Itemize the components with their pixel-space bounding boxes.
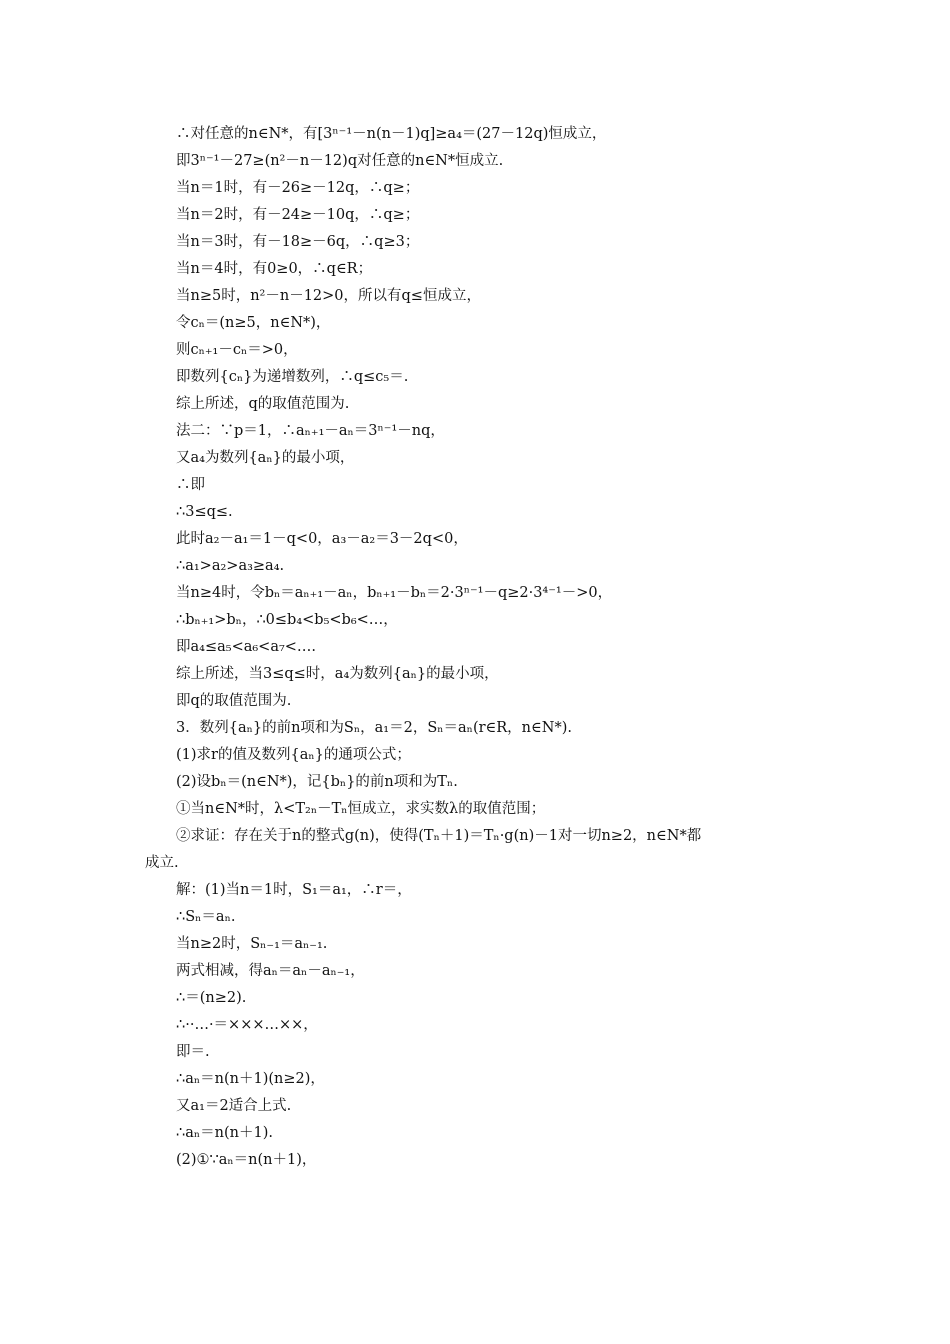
text-line-19: ∴bₙ₊₁>bₙ，∴0≤b₄<b₅<b₆<…， xyxy=(176,612,398,628)
text-line-18: 当n≥4时，令bₙ＝aₙ₊₁－aₙ，bₙ₊₁－bₙ＝2·3ⁿ⁻¹－q≥2·3⁴⁻¹－>0， xyxy=(176,585,613,601)
solution-line-8: ∴aₙ＝n(n＋1)(n≥2)， xyxy=(176,1071,325,1087)
text-line-16: 此时a₂－a₁＝1－q<0，a₃－a₂＝3－2q<0， xyxy=(176,531,468,547)
text-line-20: 即a₄≤a₅<a₆<a₇<…. xyxy=(176,639,317,655)
text-line-15: ∴3≤q≤. xyxy=(176,504,233,520)
solution-line-11: (2)①∵aₙ＝n(n＋1)， xyxy=(176,1152,317,1168)
solution-line-6: ∴··…·＝×××…××， xyxy=(176,1017,318,1033)
text-line-12: 法二：∵p＝1，∴aₙ₊₁－aₙ＝3ⁿ⁻¹－nq， xyxy=(176,423,445,439)
solution-line-3: 当n≥2时，Sₙ₋₁＝aₙ₋₁. xyxy=(176,936,328,952)
question-3-part-2-ii: ②求证：存在关于n的整式g(n)，使得(Tₙ＋1)＝Tₙ·g(n)－1对一切n≥2，n∈N*都 xyxy=(176,828,702,844)
solution-line-7: 即＝. xyxy=(176,1044,210,1060)
solution-line-9: 又a₁＝2适合上式. xyxy=(176,1098,292,1114)
text-line-14: ∴即 xyxy=(176,477,205,493)
question-3-part-2-i: ①当n∈N*时，λ<T₂ₙ－Tₙ恒成立，求实数λ的取值范围； xyxy=(176,801,546,817)
solution-line-4: 两式相减，得aₙ＝aₙ－aₙ₋₁， xyxy=(176,963,365,979)
question-3-stem: 3．数列{aₙ}的前n项和为Sₙ，a₁＝2，Sₙ＝aₙ(r∈R，n∈N*). xyxy=(176,720,572,736)
text-line-9: 则cₙ₊₁－cₙ＝>0， xyxy=(176,342,298,358)
text-line-5: 当n＝3时，有－18≥－6q，∴q≥3； xyxy=(176,234,420,250)
text-line-11: 综上所述，q的取值范围为. xyxy=(176,396,350,412)
solution-line-10: ∴aₙ＝n(n＋1). xyxy=(176,1125,273,1141)
text-line-3: 当n＝1时，有－26≥－12q，∴q≥； xyxy=(176,180,420,196)
text-line-17: ∴a₁>a₂>a₃≥a₄. xyxy=(176,558,285,574)
question-3-part-2: (2)设bₙ＝(n∈N*)，记{bₙ}的前n项和为Tₙ. xyxy=(176,774,458,790)
solution-line-1: 解：(1)当n＝1时，S₁＝a₁，∴r＝， xyxy=(176,882,412,898)
question-3-part-2-ii-cont: 成立. xyxy=(145,855,179,871)
text-line-2: 即3ⁿ⁻¹－27≥(n²－n－12)q对任意的n∈N*恒成立. xyxy=(176,153,504,169)
text-line-13: 又a₄为数列{aₙ}的最小项， xyxy=(176,450,355,466)
question-3-part-1: (1)求r的值及数列{aₙ}的通项公式； xyxy=(176,747,411,763)
text-line-6: 当n＝4时，有0≥0，∴q∈R； xyxy=(176,261,373,277)
text-line-8: 令cₙ＝(n≥5，n∈N*)， xyxy=(176,315,331,331)
text-line-10: 即数列{cₙ}为递增数列，∴q≤c₅＝. xyxy=(176,369,409,385)
solution-line-2: ∴Sₙ＝aₙ. xyxy=(176,909,236,925)
text-line-1: ∴对任意的n∈N*，有[3ⁿ⁻¹－n(n－1)q]≥a₄＝(27－12q)恒成立， xyxy=(176,126,607,142)
text-line-21: 综上所述，当3≤q≤时，a₄为数列{aₙ}的最小项， xyxy=(176,666,499,682)
solution-line-5: ∴＝(n≥2). xyxy=(176,990,247,1006)
text-line-22: 即q的取值范围为. xyxy=(176,693,292,709)
text-line-7: 当n≥5时，n²－n－12>0，所以有q≤恒成立， xyxy=(176,288,481,304)
text-line-4: 当n＝2时，有－24≥－10q，∴q≥； xyxy=(176,207,420,223)
